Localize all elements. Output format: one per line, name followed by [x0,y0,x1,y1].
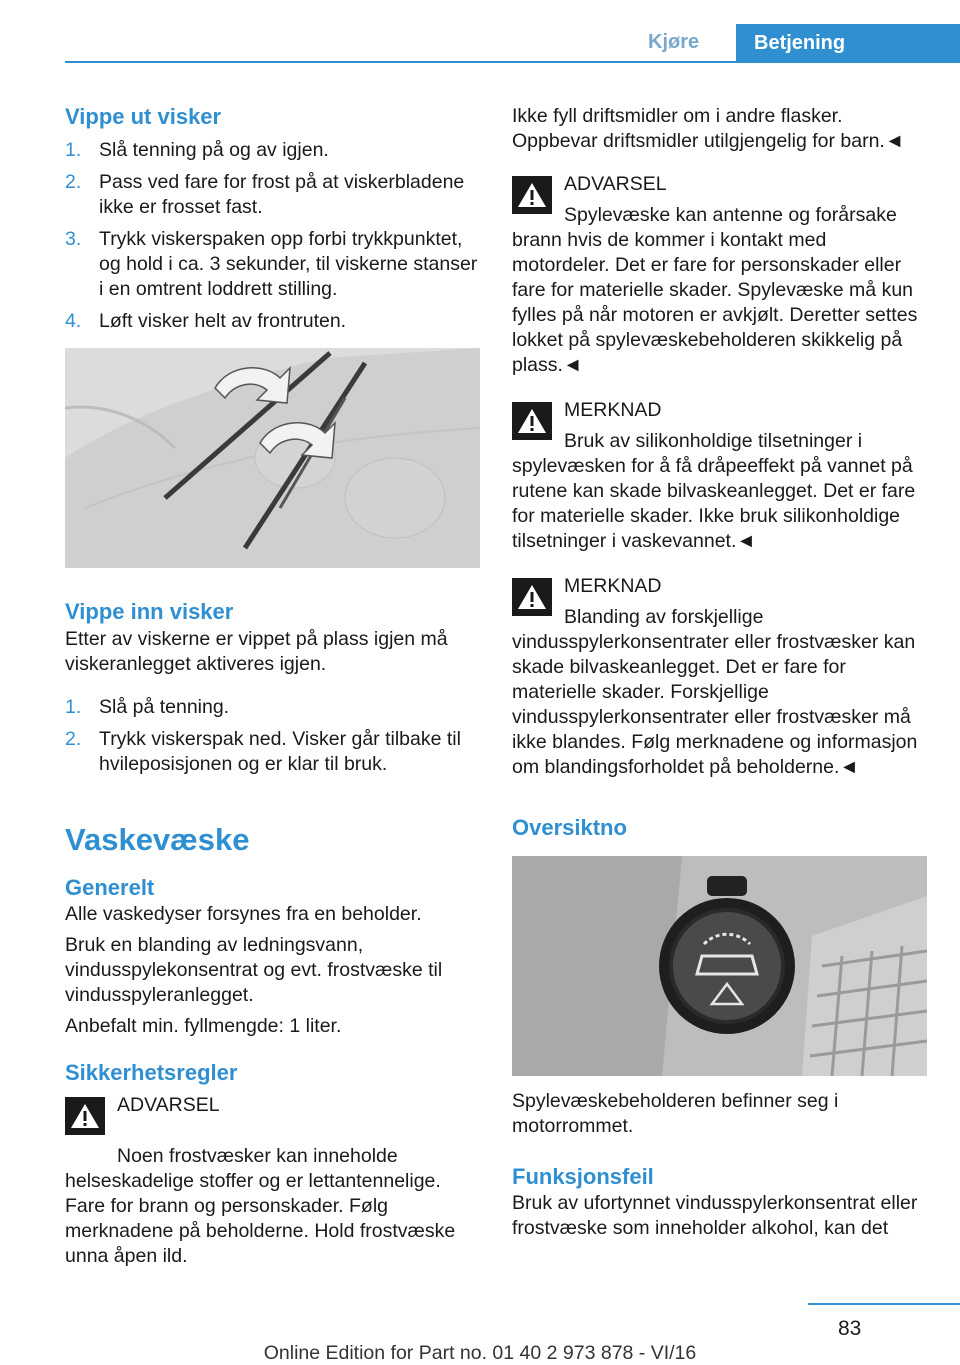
warning-block-3 [512,398,927,554]
step-number: 2. [65,728,82,750]
list-item [65,227,480,302]
section-vaskevaeske [65,820,480,1122]
tab-betjening[interactable]: Betjening [736,24,960,62]
heading-sikkerhetsregler: Sikkerhetsregler [65,1060,238,1085]
step-text: Slå tenning på og av igjen. [99,139,329,161]
reservoir-photo [512,856,927,1076]
step-text: Slå på tenning. [99,696,230,718]
footer-rule [808,1303,960,1305]
heading-oversikt: Oversiktno [512,815,627,840]
heading-generelt: Generelt [65,875,155,900]
warning-head [512,574,927,599]
warning-body [65,1144,480,1269]
step-number: 2. [65,171,82,193]
warning-icon [512,578,552,616]
paragraph: Blanding av forskjellige vindusspylerkonsentrater eller frostvæsker kan skade bilvaskeanlegget. Det er fare for materielle skader. Forskjellige vindusspylerkonsentrater eller frostvæsker må ikke blandes. Følg merknadene og informasjon om blandingsforholdet på beholderne.◄ [512,606,918,778]
header-rule [65,61,960,63]
tab-kjore[interactable]: Kjøre [648,31,700,53]
paragraph: Spylevæske kan antenne og forårsake brann hvis de kommer i kontakt med motordeler. Det er fare for personskader eller fare for materielle skader. Spylevæske må kun fylles på når motoren er avkjølt. Deretter settes lokket på spylevæskebeholderen skikkelig på plass.◄ [512,204,918,376]
step-number: 4. [65,310,82,332]
section-caption [512,1089,927,1241]
paragraph: Bruk av ufortynnet vindusspylerkonsentrat eller frostvæske som inneholder alkohol, kan det [512,1192,918,1239]
step-text: Pass ved fare for frost på at viskerbladene ikke er frosset fast. [99,171,465,218]
paragraph: Noen frostvæsker kan inneholde helseskadelige stoffer og er lettantennelige. Fare for brann og personskader. Følg merknadene på beholderne. Hold frostvæske unna åpen ild. [65,1145,456,1267]
right-column [512,104,927,154]
wiper-illustration [65,348,480,568]
paragraph: Anbefalt min. fyllmengde: 1 liter. [65,1015,342,1037]
list-item [65,309,480,334]
warning-icon [512,176,552,214]
section-oversikt [512,814,927,842]
warning-title: MERKNAD [564,399,662,421]
warning-icon [65,1097,105,1135]
step-text: Trykk viskerspak ned. Visker går tilbake til hvileposisjonen og er klar til bruk. [99,728,461,775]
list-item [65,695,480,720]
wiper-drawing [65,348,480,568]
step-text: Trykk viskerspaken opp forbi trykkpunktet, og hold i ca. 3 sekunder, til viskerne stanser i en omtrent loddrett stilling. [99,228,478,300]
steps-vippe-inn [65,695,480,777]
heading-funksjonsfeil: Funksjonsfeil [512,1164,654,1189]
paragraph: Etter av viskerne er vippet på plass igjen må viskeranlegget aktiveres igjen. [65,628,448,675]
paragraph: Bruk av silikonholdige tilsetninger i spylevæsken for å få dråpeeffekt på vannet på rutene kan skade bilvaskeanlegget. Det er fare for materielle skader. Ikke bruk silikonholdige tilsetninger i vaskevannet.◄ [512,430,916,552]
list-item [65,170,480,220]
warning-icon [512,402,552,440]
step-number: 3. [65,228,82,250]
warning-title: MERKNAD [564,575,662,597]
page-number: 83 [838,1317,862,1340]
reservoir-drawing [512,856,927,1076]
step-text: Løft visker helt av frontruten. [99,310,347,332]
warning-head [512,172,927,197]
warning-head [512,398,927,423]
steps-vippe-ut [65,138,480,334]
step-number: 1. [65,139,82,161]
section-vippe-inn [65,598,480,784]
paragraph: Ikke fyll driftsmidler om i andre flasker. Oppbevar driftsmidler utilgjengelig for barn.◄ [512,105,905,152]
warning-block [65,1093,480,1118]
heading-vippe-inn: Vippe inn visker [65,599,234,624]
paragraph: Bruk en blanding av ledningsvann, vindusspylekonsentrat og evt. frostvæske til vindusspyleranlegget. [65,934,443,1006]
heading-vaskevaeske: Vaskevæske [65,822,250,857]
list-item [65,727,480,777]
warning-block-4 [512,574,927,780]
section-vippe-ut [65,103,480,341]
warning-block-2 [512,172,927,378]
paragraph: Alle vaskedyser forsynes fra en beholder. [65,903,422,925]
image-caption: Spylevæskebeholderen befinner seg i motorrommet. [512,1090,839,1137]
heading-vippe-ut: Vippe ut visker [65,104,222,129]
step-number: 1. [65,696,82,718]
warning-title: ADVARSEL [117,1094,220,1116]
warning-title: ADVARSEL [564,173,667,195]
list-item [65,138,480,163]
footer-edition: Online Edition for Part no. 01 40 2 973 878 - VI/16 [263,1342,697,1364]
